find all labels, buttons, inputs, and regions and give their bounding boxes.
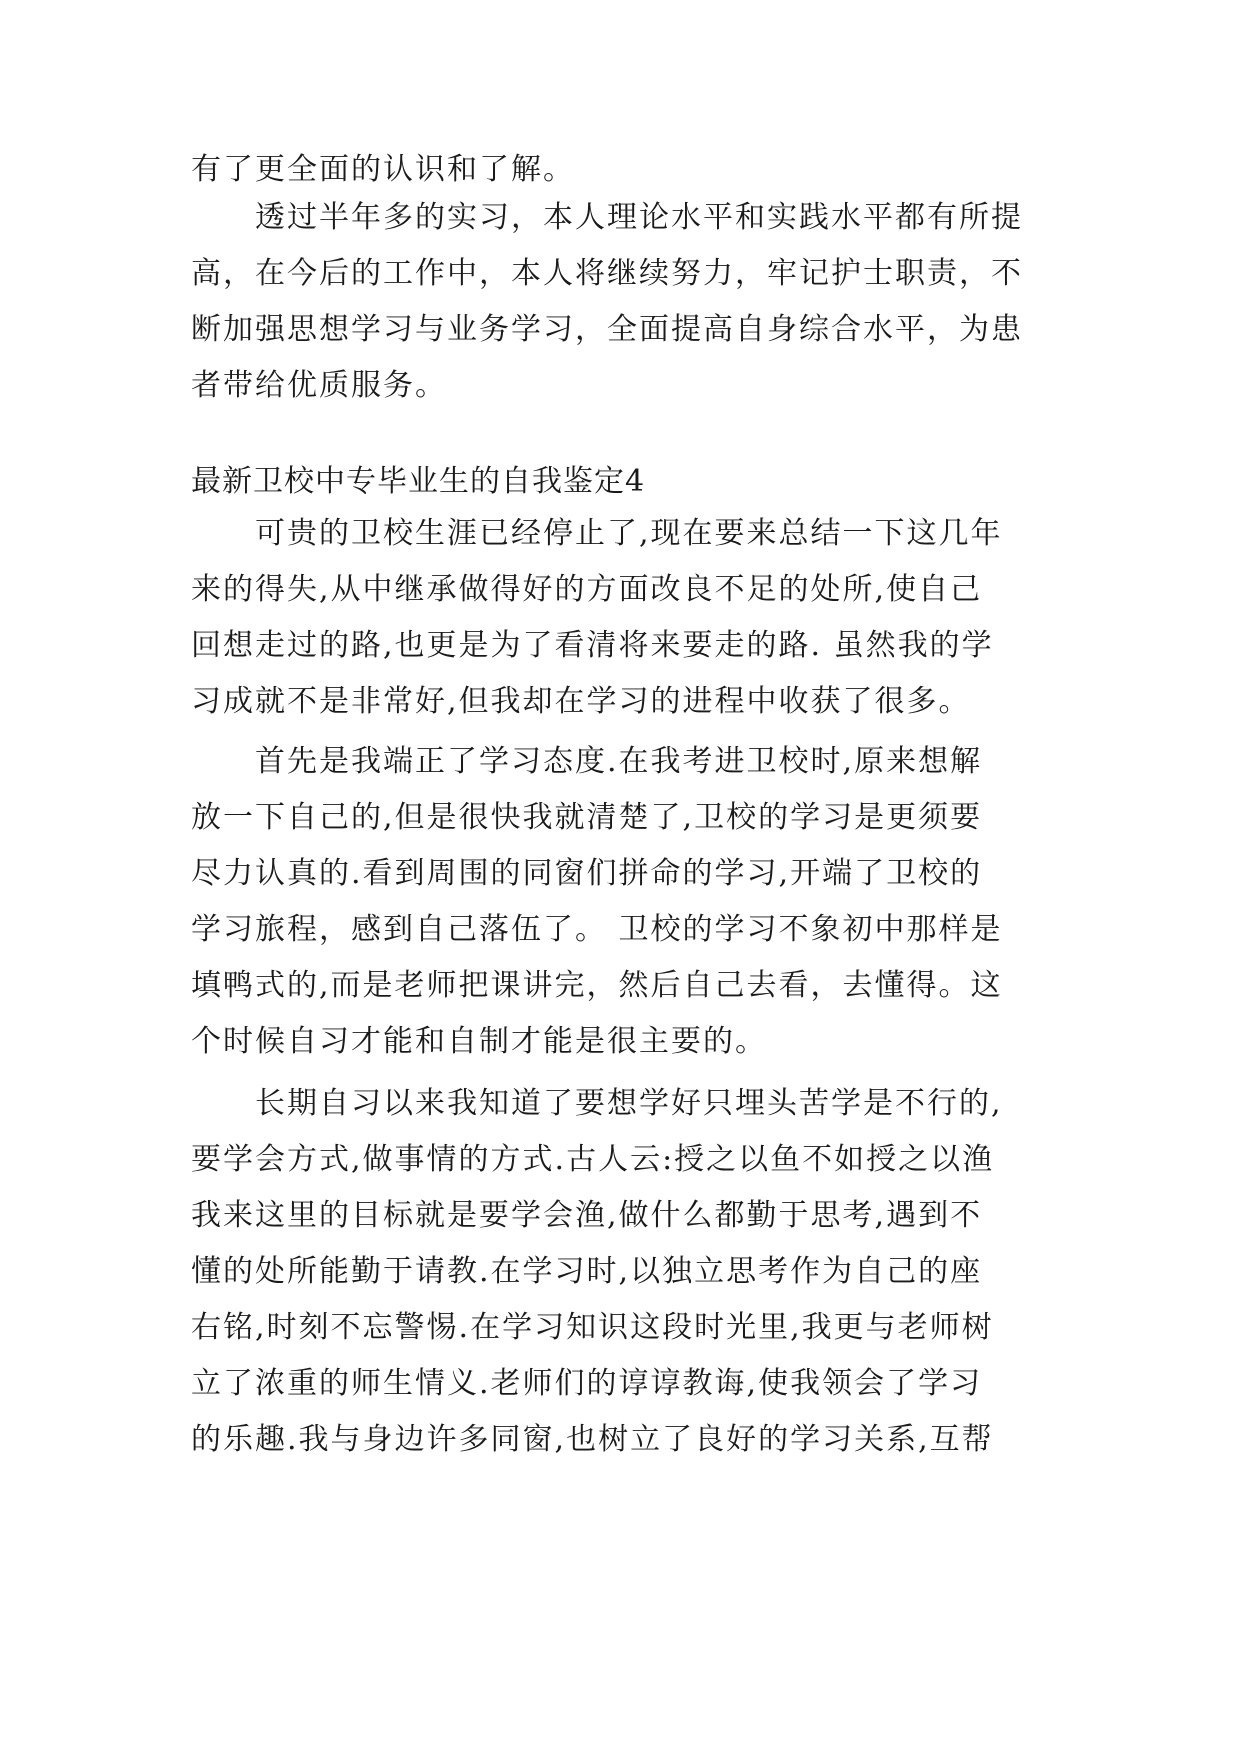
paragraph-line: 我来这里的目标就是要学会渔,做什么都勤于思考,遇到不 xyxy=(191,1198,983,1233)
paragraph-line: 来的得失,从中继承做得好的方面改良不足的处所,使自己 xyxy=(191,572,983,607)
paragraph-line: 首先是我端正了学习态度.在我考进卫校时,原来想解 xyxy=(255,744,983,779)
section-heading: 最新卫校中专毕业生的自我鉴定4 xyxy=(191,464,646,499)
paragraph-line: 者带给优质服务。 xyxy=(191,368,447,403)
paragraph-line: 可贵的卫校生涯已经停止了,现在要来总结一下这几年 xyxy=(255,516,1003,551)
paragraph-line: 有了更全面的认识和了解。 xyxy=(191,152,575,187)
paragraph-line: 立了浓重的师生情义.老师们的谆谆教诲,使我领会了学习 xyxy=(191,1366,983,1401)
paragraph-line: 学习旅程，感到自己落伍了。 卫校的学习不象初中那样是 xyxy=(191,912,1003,947)
paragraph-line: 习成就不是非常好,但我却在学习的进程中收获了很多。 xyxy=(191,684,971,719)
paragraph-line: 透过半年多的实习，本人理论水平和实践水平都有所提 xyxy=(255,200,1023,235)
paragraph-line: 高，在今后的工作中，本人将继续努力，牢记护士职责，不 xyxy=(191,256,1023,291)
paragraph-line: 尽力认真的.看到周围的同窗们拼命的学习,开端了卫校的 xyxy=(191,856,983,891)
paragraph-line: 放一下自己的,但是很快我就清楚了,卫校的学习是更须要 xyxy=(191,800,983,835)
paragraph-line: 填鸭式的,而是老师把课讲完，然后自己去看，去懂得。这 xyxy=(191,968,1003,1003)
paragraph-line: 的乐趣.我与身边许多同窗,也树立了良好的学习关系,互帮 xyxy=(191,1422,994,1457)
paragraph-line: 要学会方式,做事情的方式.古人云:授之以鱼不如授之以渔 xyxy=(191,1142,995,1177)
paragraph-line: 长期自习以来我知道了要想学好只埋头苦学是不行的, xyxy=(255,1086,1003,1121)
paragraph-line: 回想走过的路,也更是为了看清将来要走的路. 虽然我的学 xyxy=(191,628,994,663)
paragraph-line: 断加强思想学习与业务学习，全面提高自身综合水平，为患 xyxy=(191,312,1023,347)
paragraph-line: 右铭,时刻不忘警惕.在学习知识这段时光里,我更与老师树 xyxy=(191,1310,994,1345)
paragraph-line: 懂的处所能勤于请教.在学习时,以独立思考作为自己的座 xyxy=(191,1254,983,1289)
paragraph-line: 个时候自习才能和自制才能是很主要的。 xyxy=(191,1024,767,1059)
